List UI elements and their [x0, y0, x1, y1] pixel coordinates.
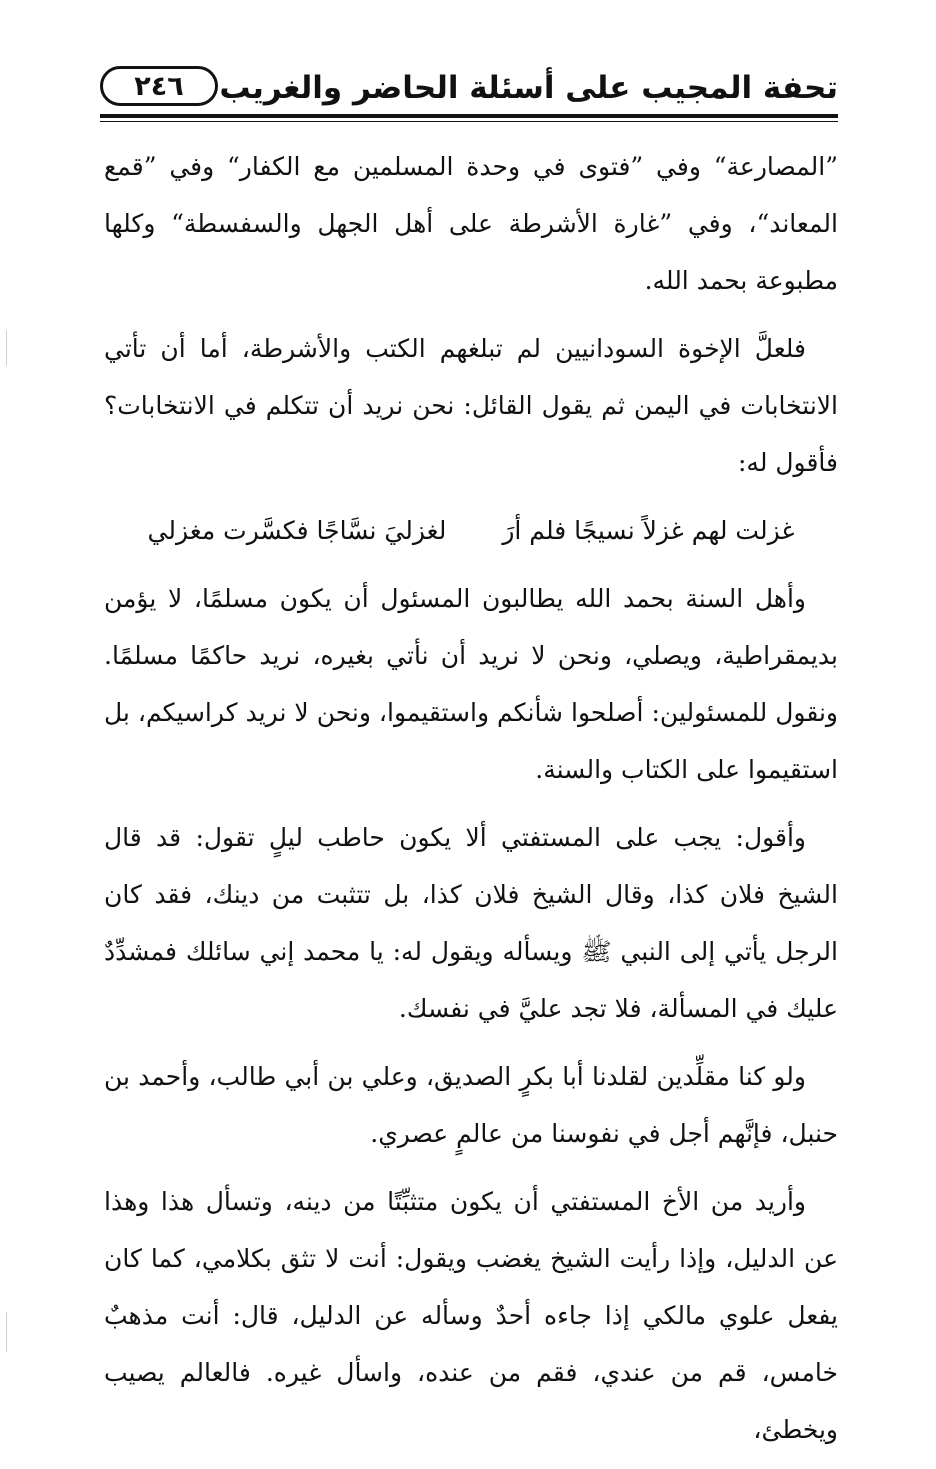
paragraph-3: وأهل السنة بحمد الله يطالبون المسئول أن يكون مسلمًا، لا يؤمن بديمقراطية، ويصلي، ونحن لا نريد أن نأتي بغيره، نريد حاكمًا مسلمًا. ونقول للمسئولين: أصلحوا شأنكم واستقيموا، ونحن لا نريد كراسيكم، بل استقيموا على الكتاب والسنة.	[104, 584, 838, 784]
verse-second-hemistich: لغزليَ نسَّاجًا فكسَّرت مغزلي	[147, 516, 447, 545]
paragraph-4: وأقول: يجب على المستفتي ألا يكون حاطب ليلٍ تقول: قد قال الشيخ فلان كذا، وقال الشيخ فلان كذا، بل تتثبت من دينك، فقد كان الرجل يأتي إلى النبي ﷺ ويسأله ويقول له: يا محمد إني سائلك فمشدِّدٌ عليك في المسألة، فلا تجد عليَّ في نفسك.	[104, 823, 838, 1023]
paragraph-1: ”المصارعة“ وفي ”فتوى في وحدة المسلمين مع الكفار“ وفي ”قمع المعاند“، وفي ”غارة الأشرطة على أهل الجهل والسفسطة“ وكلها مطبوعة بحمد الله.	[104, 152, 838, 295]
scan-margin-mark-top	[6, 330, 7, 366]
page-number: ٢٤٦	[100, 66, 218, 106]
paragraph-2: فلعلَّ الإخوة السودانيين لم تبلغهم الكتب والأشرطة، أما أن تأتي الانتخابات في اليمن ثم يقول القائل: نحن نريد أن تتكلم في الانتخابات؟ فأقول له:	[104, 334, 838, 477]
paragraph-5: ولو كنا مقلِّدين لقلدنا أبا بكرٍ الصديق، وعلي بن أبي طالب، وأحمد بن حنبل، فإنَّهم أجل في نفوسنا من عالمٍ عصري.	[104, 1062, 838, 1148]
paragraph-6: وأريد من الأخ المستفتي أن يكون متثبِّتًا من دينه، وتسأل هذا وهذا عن الدليل، وإذا رأيت الشيخ يغضب ويقول: أنت لا تثق بكلامي، كما كان يفعل علوي مالكي إذا جاءه أحدٌ وسأله عن الدليل، قال: أنت مذهبٌ خامس، قم من عندي، فقم من عنده، واسأل غيره. فالعالم يصيب ويخطئ،	[104, 1187, 838, 1444]
scan-margin-mark-bottom	[6, 1312, 7, 1352]
poetry-verse	[104, 502, 838, 559]
header-rule-thick	[100, 114, 838, 118]
running-header	[100, 62, 838, 122]
header-rule-thin	[100, 121, 838, 122]
verse-first-hemistich: غزلت لهم غزلاً نسيجًا فلم أرَ	[502, 516, 795, 545]
page-body	[104, 138, 838, 1469]
book-title: تحفة المجيب على أسئلة الحاضر والغريب	[219, 70, 838, 106]
